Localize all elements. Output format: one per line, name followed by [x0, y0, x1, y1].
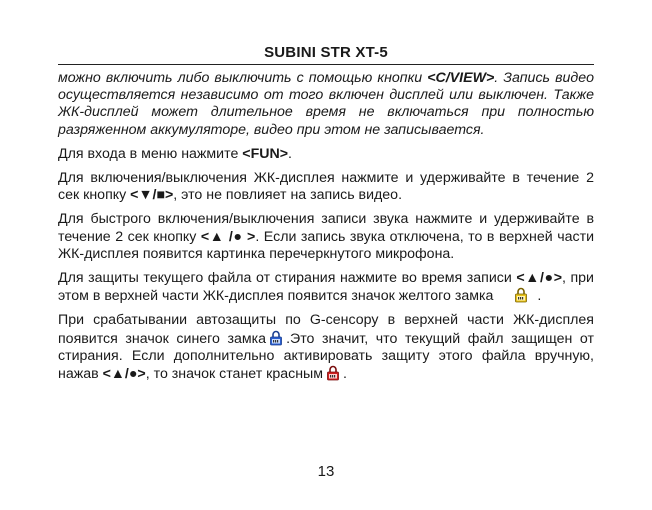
key-up-record: <▲/●>: [102, 366, 146, 383]
red-lock-icon: [325, 365, 341, 381]
page-header-title: SUBINI STR XT-5: [264, 44, 388, 61]
blue-lock-icon: [268, 330, 284, 346]
header-rule: [58, 64, 594, 65]
paragraph-text: Для защиты текущего файла от стирания нажмите во время записи: [58, 270, 517, 287]
paragraph-text: можно включить либо выключить с помощью кнопки: [58, 70, 428, 86]
paragraph-audio-toggle: [58, 211, 594, 263]
paragraph-text: Для входа в меню нажмите: [58, 145, 243, 162]
paragraph-menu: [58, 146, 594, 163]
paragraph-text: .: [537, 288, 542, 305]
key-up-record: <▲/●>: [516, 270, 562, 287]
paragraph-text: Для включения/выключения ЖК-дисплея нажмите и удерживайте в течение 2 сек кнопку: [58, 170, 594, 204]
key-up-record: <▲ /● >: [200, 228, 256, 245]
paragraph-text: Для быстрого включения/выключения записи звука нажмите и удерживайте в течение 2 сек кнопку: [58, 211, 594, 245]
key-fun: <FUN>: [242, 145, 289, 162]
paragraph-text: .: [288, 145, 292, 162]
paragraph-text: . Запись видео осуществляется независимо от того включен дисплей или выключен. Также ЖК-дисплей может длительное время не включаться при полностью разряженном аккумуляторе, видео при этом не записывается.: [58, 70, 594, 138]
paragraph-text: .Это значит, что текущий файл защищен от стирания. Если дополнительно активировать защиту этого файла вручную, нажав: [58, 330, 595, 383]
paragraph-cview: [58, 70, 594, 139]
paragraph-text: , при этом в верхней части ЖК-дисплея появится значок желтого замка: [58, 270, 594, 305]
key-down-stop: <▼/■>: [130, 187, 174, 204]
yellow-lock-icon: [513, 287, 529, 303]
paragraph-gsensor: [58, 312, 594, 383]
paragraph-text: , то значок станет красным: [145, 366, 324, 383]
page-number: 13: [317, 463, 335, 480]
paragraph-text: .: [343, 366, 347, 383]
page-body: [58, 70, 594, 390]
paragraph-text: При срабатывании автозащиты по G-сенсору в верхней части ЖК-дисплея появится значок синего замка: [58, 312, 594, 347]
paragraph-lcd-toggle: [58, 170, 594, 204]
key-cview: <C/VIEW>: [427, 70, 495, 86]
paragraph-file-protect: [58, 270, 594, 305]
paragraph-text: , это не повлияет на запись видео.: [173, 187, 403, 204]
paragraph-text: . Если запись звука отключена, то в верхней части ЖК-дисплея появится картинка перечеркнутого микрофона.: [58, 228, 595, 262]
